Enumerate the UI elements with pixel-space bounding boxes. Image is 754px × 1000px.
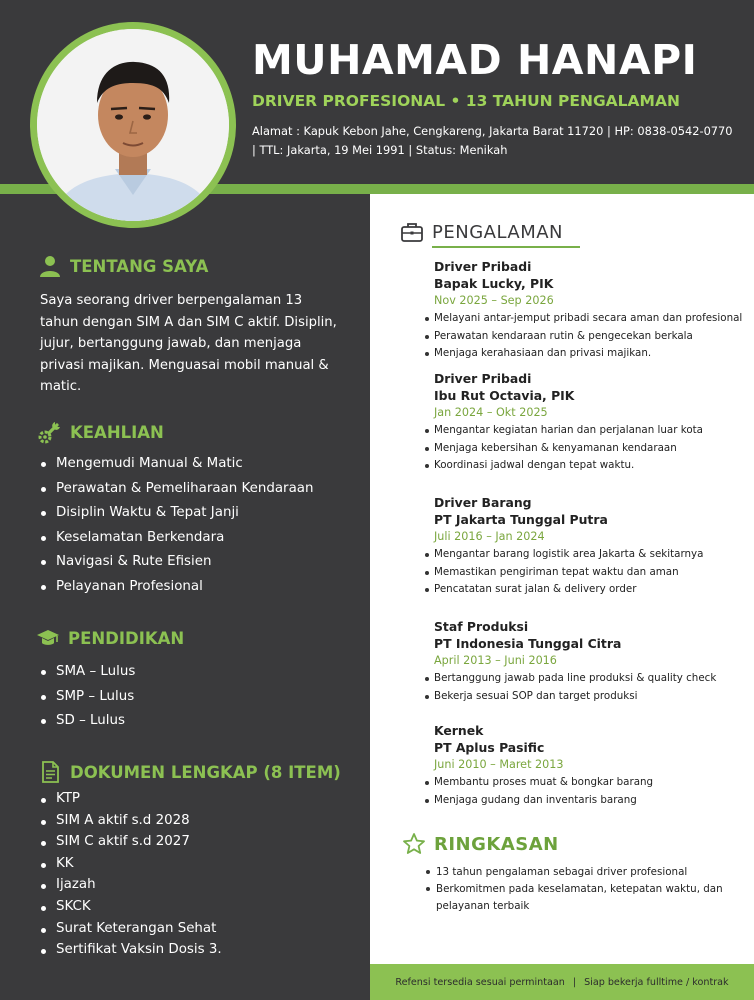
education-item: SD – Lulus — [56, 709, 135, 734]
summary-title-text: RINGKASAN — [434, 833, 559, 855]
document-icon — [38, 760, 62, 784]
skill-item: Pelayanan Profesional — [56, 575, 313, 600]
job-role: Driver Pribadi — [434, 371, 532, 386]
experience-title-text: PENGALAMAN — [432, 221, 564, 243]
document-item: SIM A aktif s.d 2028 — [56, 810, 222, 832]
summary-list — [436, 864, 736, 915]
skill-item: Perawatan & Pemeliharaan Kendaraan — [56, 477, 313, 502]
profile-photo-frame — [30, 22, 236, 228]
job-entry — [434, 258, 750, 363]
job-tasks — [434, 774, 750, 809]
education-list — [56, 660, 135, 734]
footer-bar — [370, 964, 754, 1000]
contact-line-1: Alamat : Kapuk Kebon Jahe, Cengkareng, Jakarta Barat 11720 | HP: 0838-0542-0770 — [252, 124, 733, 138]
job-task: Perawatan kendaraan rutin & pengecekan berkala — [434, 328, 750, 346]
job-tasks — [434, 422, 750, 475]
left-column — [0, 194, 370, 1000]
about-title-text: TENTANG SAYA — [70, 256, 209, 276]
education-item: SMA – Lulus — [56, 660, 135, 685]
job-task: Mengantar barang logistik area Jakarta & sekitarnya — [434, 546, 750, 564]
document-item: SKCK — [56, 896, 222, 918]
education-section-title — [36, 626, 184, 650]
star-icon — [402, 832, 426, 856]
documents-title-text: DOKUMEN LENGKAP (8 ITEM) — [70, 762, 341, 782]
skills-list — [56, 452, 313, 600]
job-task: Menjaga kerahasiaan dan privasi majikan. — [434, 345, 750, 363]
job-task: Bekerja sesuai SOP dan target produksi — [434, 688, 750, 706]
job-company: Bapak Lucky, PIK — [434, 276, 554, 291]
briefcase-icon — [400, 220, 424, 244]
skills-title-text: KEAHLIAN — [70, 422, 164, 442]
education-item: SMP – Lulus — [56, 685, 135, 710]
job-role: Driver Pribadi — [434, 259, 532, 274]
skills-section-title — [38, 420, 164, 444]
footer-separator: | — [572, 976, 577, 988]
job-role: Kernek — [434, 723, 484, 738]
contact-info — [252, 122, 748, 160]
summary-item: 13 tahun pengalaman sebagai driver profesional — [436, 864, 736, 881]
experience-section-title — [400, 220, 563, 244]
job-tasks — [434, 670, 750, 705]
job-company: PT Indonesia Tunggal Citra — [434, 636, 622, 651]
summary-section-title — [402, 832, 559, 856]
document-item: KTP — [56, 788, 222, 810]
documents-list — [56, 788, 222, 961]
summary-item: Berkomitmen pada keselamatan, ketepatan waktu, dan pelayanan terbaik — [436, 881, 736, 915]
skill-item: Navigasi & Rute Efisien — [56, 550, 313, 575]
job-task: Melayani antar-jemput pribadi secara aman dan profesional — [434, 310, 750, 328]
footer-availability: Siap bekerja fulltime / kontrak — [584, 976, 729, 988]
user-icon — [38, 254, 62, 278]
job-company: PT Jakarta Tunggal Putra — [434, 512, 608, 527]
document-item: SIM C aktif s.d 2027 — [56, 831, 222, 853]
profile-photo — [37, 29, 229, 221]
job-entry — [434, 618, 750, 705]
about-text: Saya seorang driver berpengalaman 13 tahun dengan SIM A dan SIM C aktif. Disiplin, jujur, bertanggung jawab, dan menjaga privasi majikan. Menguasai mobil manual & matic. — [40, 293, 337, 394]
skill-item: Mengemudi Manual & Matic — [56, 452, 313, 477]
right-column — [370, 194, 754, 1000]
job-task: Mengantar kegiatan harian dan perjalanan luar kota — [434, 422, 750, 440]
education-title-text: PENDIDIKAN — [68, 628, 185, 648]
job-period: Juni 2010 – Maret 2013 — [434, 758, 564, 771]
document-item: Sertifikat Vaksin Dosis 3. — [56, 939, 222, 961]
job-period: Nov 2025 – Sep 2026 — [434, 294, 554, 307]
document-item: Ijazah — [56, 874, 222, 896]
name-title: MUHAMAD HANAPI — [252, 36, 698, 84]
job-task: Menjaga kebersihan & kenyamanan kendaraan — [434, 440, 750, 458]
job-role: Staf Produksi — [434, 619, 529, 634]
about-section-title — [38, 254, 208, 278]
job-entry — [434, 370, 750, 475]
job-task: Memastikan pengiriman tepat waktu dan aman — [434, 564, 750, 582]
job-company: PT Aplus Pasific — [434, 740, 545, 755]
wrench-gear-icon — [38, 420, 62, 444]
footer-reference: Refensi tersedia sesuai permintaan — [395, 976, 565, 988]
job-task: Bertanggung jawab pada line produksi & quality check — [434, 670, 750, 688]
job-entry — [434, 722, 750, 809]
job-subtitle: DRIVER PROFESIONAL • 13 TAHUN PENGALAMAN — [252, 92, 680, 110]
contact-line-2: | TTL: Jakarta, 19 Mei 1991 | Status: Menikah — [252, 143, 508, 157]
job-task: Menjaga gudang dan inventaris barang — [434, 792, 750, 810]
skill-item: Keselamatan Berkendara — [56, 526, 313, 551]
graduation-cap-icon — [36, 626, 60, 650]
documents-section-title — [38, 760, 341, 784]
job-task: Pencatatan surat jalan & delivery order — [434, 581, 750, 599]
document-item: Surat Keterangan Sehat — [56, 918, 222, 940]
skill-item: Disiplin Waktu & Tepat Janji — [56, 501, 313, 526]
job-role: Driver Barang — [434, 495, 532, 510]
job-task: Koordinasi jadwal dengan tepat waktu. — [434, 457, 750, 475]
document-item: KK — [56, 853, 222, 875]
job-company: Ibu Rut Octavia, PIK — [434, 388, 575, 403]
experience-underline — [432, 246, 580, 248]
job-tasks — [434, 546, 750, 599]
job-tasks — [434, 310, 750, 363]
job-task: Membantu proses muat & bongkar barang — [434, 774, 750, 792]
job-period: April 2013 – Juni 2016 — [434, 654, 557, 667]
job-period: Jan 2024 – Okt 2025 — [434, 406, 548, 419]
job-period: Juli 2016 – Jan 2024 — [434, 530, 545, 543]
job-entry — [434, 494, 750, 599]
